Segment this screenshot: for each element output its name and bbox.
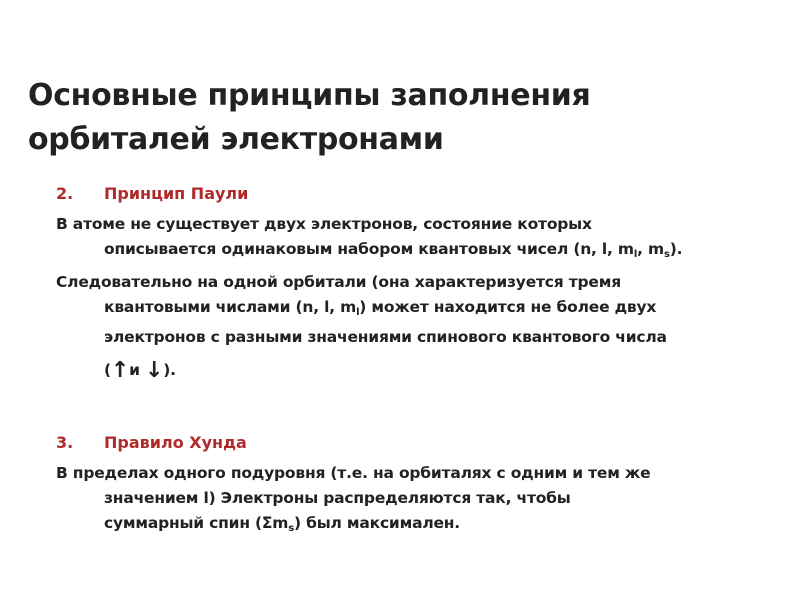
- pauli-p1-line-2-end: ).: [669, 240, 683, 258]
- subscript-l: l: [356, 307, 360, 318]
- pauli-heading: [56, 183, 248, 205]
- conjunction-and: и: [129, 361, 145, 379]
- title-line-1: Основные принципы заполнения: [28, 78, 591, 113]
- subscript-s: s: [663, 249, 670, 260]
- pauli-p2-line-4: [56, 358, 667, 383]
- hund-line-2: значением l) Электроны распределяются так, чтобы: [104, 489, 571, 507]
- hund-paragraph: [56, 461, 650, 541]
- pauli-p1-line-2: [56, 237, 682, 267]
- hund-heading: [56, 432, 247, 454]
- pauli-p1-line-2-text: описывается одинаковым набором квантовых чисел (n, l, m: [104, 240, 634, 258]
- pauli-p2-line-2: [56, 295, 667, 325]
- pauli-number: 2.: [56, 184, 74, 203]
- subscript-l: l: [633, 249, 638, 260]
- pauli-heading-text: Принцип Паули: [104, 184, 249, 203]
- pauli-p2-line-2-text: квантовыми числами (n, l, m: [104, 298, 357, 316]
- pauli-paragraph-1: [56, 212, 682, 267]
- slide-title: [28, 74, 768, 162]
- arrow-up-icon: ↑: [110, 358, 130, 383]
- hund-heading-text: Правило Хунда: [104, 433, 247, 452]
- pauli-p1-line-1: В атоме не существует двух электронов, состояние которых: [56, 215, 592, 233]
- arrow-down-icon: ↓: [144, 358, 164, 383]
- hund-line-3: [56, 511, 650, 541]
- hund-line-1: В пределах одного подуровня (т.е. на орбиталях с одним и тем же: [56, 464, 651, 482]
- hund-line-3-text: суммарный спин (Σm: [104, 514, 289, 532]
- title-line-2: орбиталей электронами: [28, 122, 444, 157]
- paren-open: (: [104, 361, 111, 379]
- pauli-paragraph-2: [56, 270, 667, 383]
- pauli-p1-line-2-mid: , m: [637, 240, 664, 258]
- pauli-p2-line-3: электронов с разными значениями спинового квантового числа: [104, 328, 667, 346]
- hund-line-3-end: ) был максимален.: [294, 514, 460, 532]
- subscript-s: s: [288, 523, 295, 534]
- hund-number: 3.: [56, 433, 74, 452]
- paren-close: ).: [163, 361, 176, 379]
- pauli-p2-line-1: Следовательно на одной орбитали (она характеризуется тремя: [56, 273, 621, 291]
- pauli-p2-line-2-end: ) может находится не более двух: [359, 298, 657, 316]
